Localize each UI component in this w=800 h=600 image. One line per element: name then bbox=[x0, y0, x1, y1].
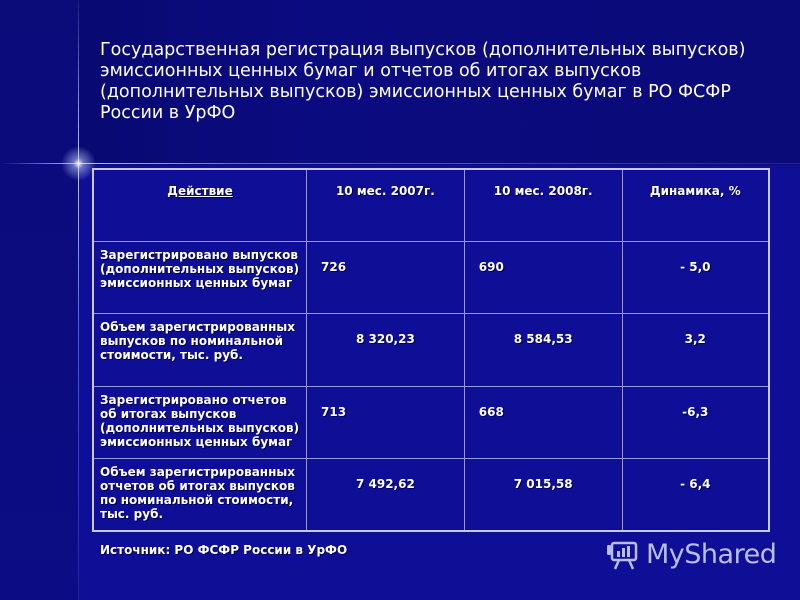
cell-dynamics: - 6,4 bbox=[622, 459, 769, 531]
table-row bbox=[93, 386, 769, 458]
column-header-2007: 10 мес. 2007г. bbox=[307, 169, 465, 241]
cell-dynamics: -6,3 bbox=[622, 386, 769, 458]
cell-2008: 668 bbox=[464, 386, 622, 458]
cell-2008: 690 bbox=[464, 241, 622, 313]
table-header-row bbox=[93, 169, 769, 241]
cell-dynamics: - 5,0 bbox=[622, 241, 769, 313]
cell-2007: 713 bbox=[307, 386, 465, 458]
watermark-text: MyShared bbox=[646, 538, 777, 570]
cell-2007: 726 bbox=[307, 241, 465, 313]
watermark bbox=[606, 536, 776, 572]
statistics-table bbox=[92, 168, 770, 532]
cell-dynamics: 3,2 bbox=[622, 314, 769, 386]
row-label: Зарегистрировано выпусков (дополнительных выпусков) эмиссионных ценных бумаг bbox=[93, 241, 307, 313]
slide-title: Государственная регистрация выпусков (дополнительных выпусков) эмиссионных ценных бумаг и отчетов об итогах выпусков (дополнительных выпусков) эмиссионных ценных бумаг в РО ФСФР России в УрФО bbox=[100, 40, 746, 123]
background-left-band bbox=[0, 0, 78, 600]
presentation-board-icon bbox=[606, 537, 640, 571]
table-row bbox=[93, 241, 769, 313]
cell-2008: 8 584,53 bbox=[464, 314, 622, 386]
row-label: Зарегистрировано отчетов об итогах выпусков (дополнительных выпусков) эмиссионных ценных бумаг bbox=[93, 386, 307, 458]
cell-2007: 8 320,23 bbox=[307, 314, 465, 386]
cell-2008: 7 015,58 bbox=[464, 459, 622, 531]
row-label: Объем зарегистрированных выпусков по номинальной стоимости, тыс. руб. bbox=[93, 314, 307, 386]
table-row bbox=[93, 459, 769, 531]
column-header-action: Действие bbox=[93, 169, 307, 241]
decorative-horizontal-line bbox=[0, 163, 800, 164]
column-header-dynamics: Динамика, % bbox=[622, 169, 769, 241]
table-row bbox=[93, 314, 769, 386]
column-header-2008: 10 мес. 2008г. bbox=[464, 169, 622, 241]
row-label: Объем зарегистрированных отчетов об итогах выпусков по номинальной стоимости, тыс. руб. bbox=[93, 459, 307, 531]
source-note: Источник: РО ФСФР России в УрФО bbox=[100, 543, 348, 557]
cell-2007: 7 492,62 bbox=[307, 459, 465, 531]
decorative-vertical-line bbox=[78, 0, 79, 600]
